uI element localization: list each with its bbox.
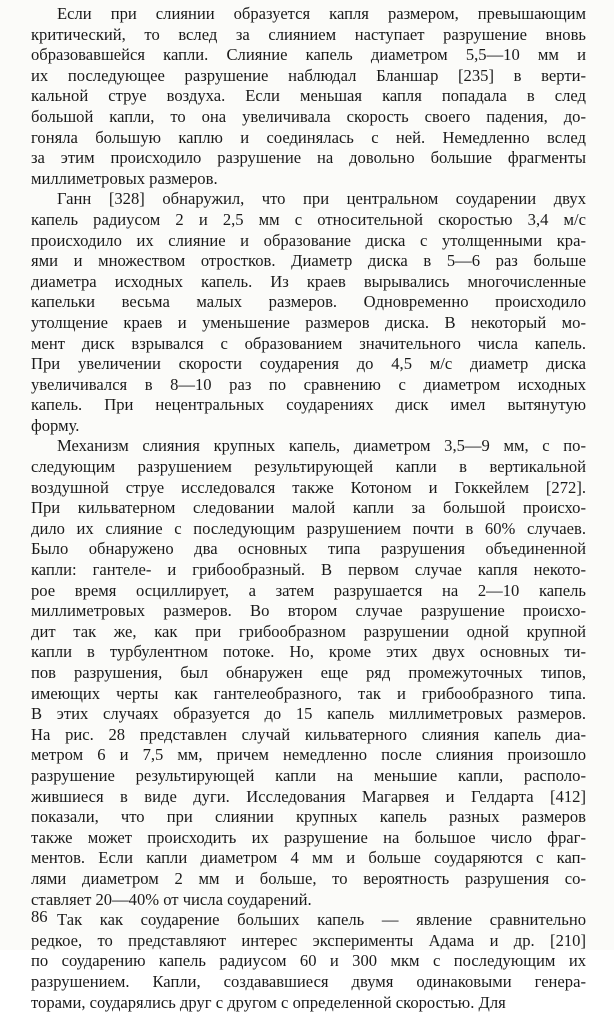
text-line: кальной струе воздуха. Если меньшая капля попадала в след <box>31 86 586 107</box>
text-line: за этим происходило разрушение на довольно большие фрагменты <box>31 148 586 169</box>
text-line: их последующее разрушение наблюдал Бланшар [235] в верти- <box>31 66 586 87</box>
paragraph <box>31 436 586 910</box>
paragraph <box>31 910 586 1013</box>
text-line: На рис. 28 представлен случай кильватерного слияния капель диа- <box>31 725 586 746</box>
text-line: дит так же, как при грибообразном разрушении одной крупной <box>31 622 586 643</box>
text-line: миллиметровых размеров. <box>31 169 586 190</box>
text-line: имеющих черты как гантелеобразного, так и грибообразного типа. <box>31 684 586 705</box>
text-line: по соударению капель радиусом 60 и 300 мкм с последующим их <box>31 951 586 972</box>
text-line: дило их слияние с последующим разрушением почти в 60% случаев. <box>31 519 586 540</box>
paragraph <box>31 4 586 189</box>
text-line: редкое, то представляют интерес эксперименты Адама и др. [210] <box>31 931 586 952</box>
text-line: диаметра исходных капель. Из краев вырывались многочисленные <box>31 272 586 293</box>
text-line: Механизм слияния крупных капель, диаметром 3,5—9 мм, с по- <box>31 436 586 457</box>
text-line: увеличивался в 8—10 раз по сравнению с диаметром исходных <box>31 375 586 396</box>
body-text <box>31 4 586 1013</box>
text-line: капель радиусом 2 и 2,5 мм с относительной скоростью 3,4 м/с <box>31 210 586 231</box>
text-line: В этих случаях образуется до 15 капель миллиметровых размеров. <box>31 704 586 725</box>
text-line: гоняла большую каплю и соединялась с ней. Немедленно вслед <box>31 128 586 149</box>
text-line: происходило их слияние и образование диска с утолщенными кра- <box>31 231 586 252</box>
text-line: утолщение краев и уменьшение размеров диска. В некоторый мо- <box>31 313 586 334</box>
text-line: ставляет 20—40% от числа соударений. <box>31 890 586 911</box>
text-line: воздушной струе исследовался также Котоном и Гоккейлем [272]. <box>31 478 586 499</box>
text-line: ями и множеством отростков. Диаметр диска в 5—6 раз больше <box>31 251 586 272</box>
text-line: торами, соударялись друг с другом с определенной скоростью. Для <box>31 993 586 1013</box>
text-line: рое время осциллирует, а затем разрушается на 2—10 капель <box>31 581 586 602</box>
text-line: ментов. Если капли диаметром 4 мм и больше соударяются с кап- <box>31 848 586 869</box>
text-line: капель. При нецентральных соударениях диск имел вытянутую <box>31 395 586 416</box>
text-line: Если при слиянии образуется капля размером, превышающим <box>31 4 586 25</box>
text-line: капли в турбулентном потоке. Но, кроме этих двух основных ти- <box>31 642 586 663</box>
text-line: При кильватерном следовании малой капли за большой происхо- <box>31 498 586 519</box>
text-line: разрушением. Капли, создававшиеся двумя одинаковыми генера- <box>31 972 586 993</box>
text-line: миллиметровых размеров. Во втором случае разрушение происхо- <box>31 601 586 622</box>
text-line: лями диаметром 2 мм и больше, то вероятность разрушения со- <box>31 869 586 890</box>
text-line: капли: гантеле- и грибообразный. В первом случае капля некото- <box>31 560 586 581</box>
text-line: пов разрушения, был обнаружен еще ряд промежуточных типов, <box>31 663 586 684</box>
text-line: При увеличении скорости соударения до 4,5 м/с диаметр диска <box>31 354 586 375</box>
text-line: разрушение результирующей капли на меньшие капли, располо- <box>31 766 586 787</box>
text-line: жившиеся в виде дуги. Исследования Магарвея и Гелдарта [412] <box>31 787 586 808</box>
text-line: образовавшейся капли. Слияние капель диаметром 5,5—10 мм и <box>31 45 586 66</box>
text-line: метром 6 и 7,5 мм, причем немедленно после слияния произошло <box>31 745 586 766</box>
text-line: также может происходить их разрушение на большое число фраг- <box>31 828 586 849</box>
text-line: показали, что при слиянии крупных капель разных размеров <box>31 807 586 828</box>
text-line: следующим разрушением результирующей капли в вертикальной <box>31 457 586 478</box>
text-line: Было обнаружено два основных типа разрушения объединенной <box>31 539 586 560</box>
paragraph <box>31 189 586 436</box>
text-line: критический, то вслед за слиянием наступает разрушение вновь <box>31 25 586 46</box>
text-line: мент диск взрывался с образованием значительного числа капель. <box>31 334 586 355</box>
text-line: форму. <box>31 416 586 437</box>
text-line: большой капли, то она увеличивала скорость своего падения, до- <box>31 107 586 128</box>
page-number: 86 <box>31 907 48 927</box>
text-line: Ганн [328] обнаружил, что при центральном соударении двух <box>31 189 586 210</box>
text-line: Так как соударение больших капель — явление сравнительно <box>31 910 586 931</box>
text-line: капельки весьма малых размеров. Одновременно происходило <box>31 292 586 313</box>
